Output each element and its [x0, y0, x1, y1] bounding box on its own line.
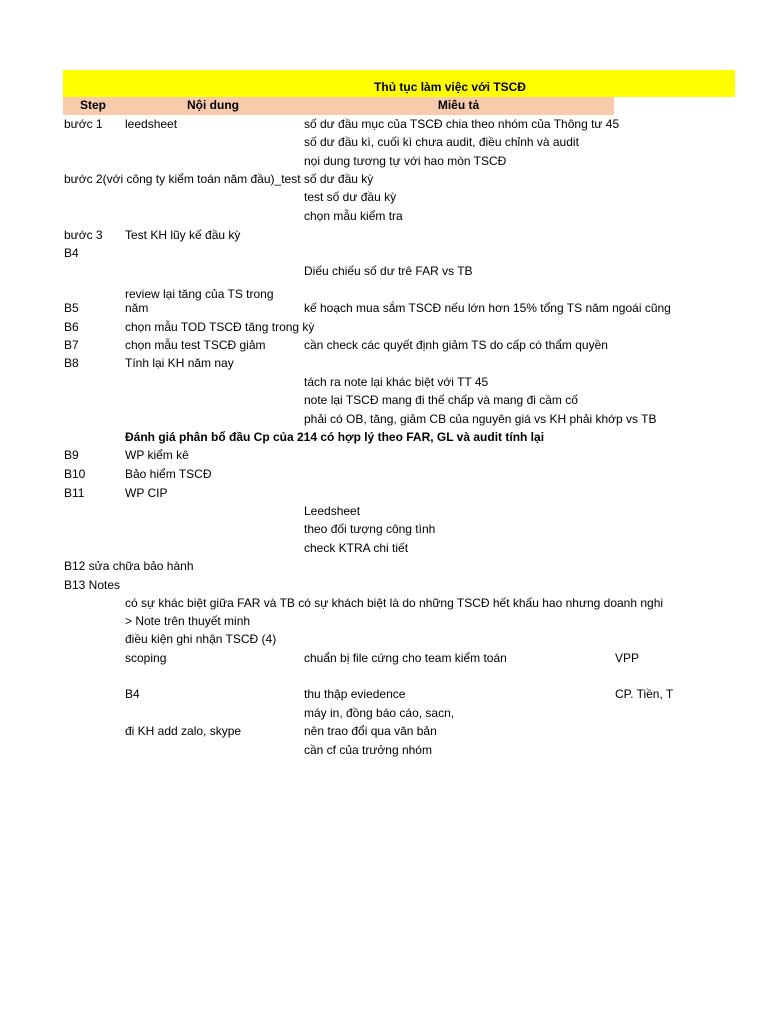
cell-content: Test KH lũy kế đầu kỳ	[125, 228, 241, 242]
cell-extra: VPP	[615, 651, 640, 665]
cell-description: Diếu chiếu số dư trê FAR vs TB	[304, 264, 473, 278]
cell-description: số dư đầu kì, cuối kì chưa audit, điều chỉnh và audit	[304, 135, 579, 149]
cell-description: phải có OB, tăng, giảm CB của nguyên giá vs KH phải khớp vs TB	[304, 412, 657, 426]
cell-content: chọn mẫu TOD TSCĐ tăng trong kỳ	[125, 320, 315, 334]
cell-step: B11	[64, 486, 85, 500]
cell-description: check KTRA chi tiết	[304, 541, 409, 555]
cell-step: B8	[64, 356, 79, 370]
cell-content: B4	[125, 687, 140, 701]
cell-step: B9	[64, 448, 79, 462]
cell-content-bold: Đánh giá phân bổ đầu Cp của 214 có hợp lý theo FAR, GL và audit tính lại	[125, 430, 545, 444]
cell-content: chọn mẫu test TSCĐ giảm	[125, 338, 266, 352]
cell-content: Tính lại KH năm nay	[125, 356, 234, 370]
cell-step: B4	[64, 246, 79, 260]
cell-description: cần check các quyết định giảm TS do cấp có thẩm quyền	[304, 338, 608, 352]
cell-description: kế hoạch mua sắm TSCĐ nếu lớn hơn 15% tổng TS năm ngoái cũng	[304, 301, 671, 315]
cell-content: đi KH add zalo, skype	[125, 724, 242, 738]
cell-extra: CP. Tiền, T	[615, 687, 674, 701]
cell-step: bước 2(với công ty kiểm toán năm đầu)_test số dư đầu kỳ	[64, 172, 374, 186]
cell-step: B10	[64, 467, 86, 481]
cell-content: có sự khác biệt giữa FAR và TB có sự khách biệt là do những TSCĐ hết khấu hao nhưng doanh nghi	[125, 596, 664, 610]
sheet-title: Thủ tục làm việc với TSCĐ	[374, 80, 526, 94]
cell-step: B5	[64, 301, 79, 315]
cell-description: Leedsheet	[304, 504, 361, 518]
cell-description: tách ra note lại khác biệt với TT 45	[304, 375, 489, 389]
header-content: Nội dung	[187, 98, 239, 112]
cell-step: B6	[64, 320, 79, 334]
cell-content: WP CIP	[125, 486, 168, 500]
header-description: Miêu tả	[437, 98, 480, 112]
cell-step: B13 Notes	[64, 578, 121, 592]
cell-content: năm	[125, 301, 149, 315]
cell-description: cần cf của trưởng nhóm	[304, 743, 432, 757]
cell-step: bước 1	[64, 117, 103, 131]
cell-content: điều kiện ghi nhận TSCĐ (4)	[125, 632, 277, 646]
cell-content: Bảo hiểm TSCĐ	[125, 467, 212, 481]
cell-content: WP kiểm kê	[125, 448, 189, 462]
cell-content: leedsheet	[125, 117, 178, 131]
cell-description: máy in, đồng báo cáo, sacn,	[304, 706, 455, 720]
cell-description: số dư đầu mục của TSCĐ chia theo nhóm của Thông tư 45	[304, 117, 620, 131]
cell-description: note lại TSCĐ mang đi thế chấp và mang đi cầm cố	[304, 393, 578, 407]
cell-step: bước 3	[64, 228, 103, 242]
cell-description: theo đối tượng công tình	[304, 522, 436, 536]
cell-description: chuẩn bị file cứng cho team kiểm toán	[304, 651, 507, 665]
cell-description: chọn mẫu kiểm tra	[304, 209, 403, 223]
cell-description: test số dư đầu kỳ	[304, 190, 397, 204]
cell-content: scoping	[125, 651, 167, 665]
header-step: Step	[79, 98, 106, 112]
cell-content: review lại tăng của TS trong	[125, 287, 274, 301]
cell-step: B12 sửa chữa bảo hành	[64, 559, 194, 573]
cell-content: > Note trên thuyết minh	[125, 614, 251, 628]
cell-description: thu thập eviedence	[304, 687, 406, 701]
cell-step: B7	[64, 338, 79, 352]
cell-description: nên trao đổi qua văn bản	[304, 724, 437, 738]
cell-description: nọi dung tương tự với hao mòn TSCĐ	[304, 154, 507, 168]
